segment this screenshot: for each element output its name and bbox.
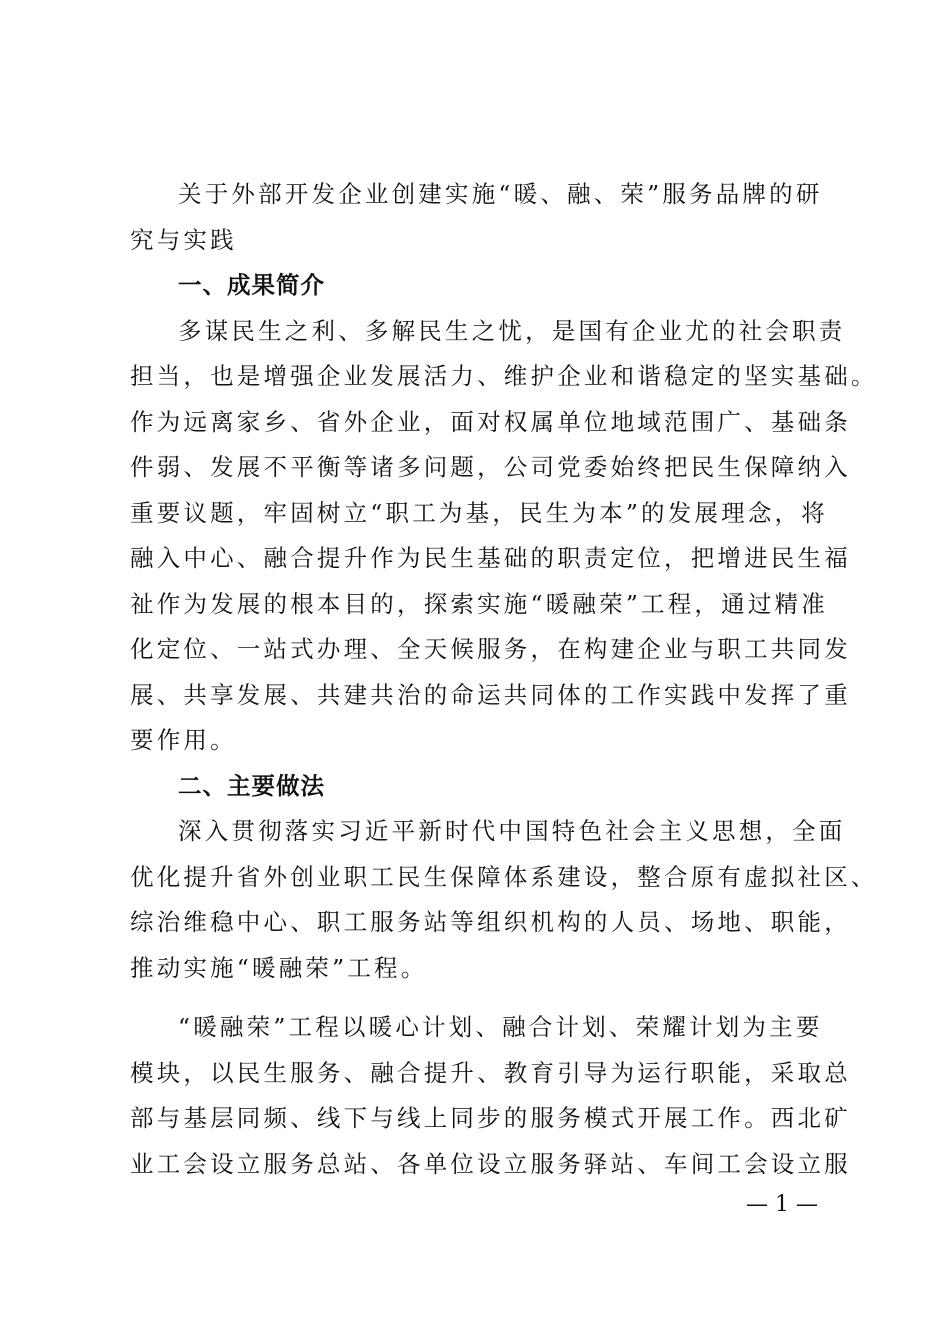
paragraph-line: 展、共享发展、共建共治的命运共同体的工作实践中发挥了重 — [130, 680, 851, 709]
paragraph-line: 件弱、发展不平衡等诸多问题，公司党委始终把民生保障纳入 — [130, 453, 851, 481]
document-body — [130, 172, 878, 1187]
section-heading-methods: 二、主要做法 — [178, 771, 325, 800]
document-title-line-1: 关于外部开发企业创建实施“暖、融、荣”服务品牌的研 — [178, 180, 823, 208]
paragraph-line: 融入中心、融合提升作为民生基础的职责定位，把增进民生福 — [130, 544, 851, 572]
document-title-line-2: 究与实践 — [130, 225, 237, 254]
paragraph-line: 业工会设立服务总站、各单位设立服务驿站、车间工会设立服 — [130, 1149, 851, 1178]
paragraph-line: 担当，也是增强企业发展活力、维护企业和谐稳定的坚实基础。 — [130, 362, 878, 390]
paragraph-line: 部与基层同频、线下与线上同步的服务模式开展工作。西北矿 — [130, 1104, 851, 1132]
paragraph-line: 综治维稳中心、职工服务站等组织机构的人员、场地、职能， — [130, 908, 851, 936]
paragraph-gap — [130, 991, 820, 1005]
section-heading-results: 一、成果简介 — [178, 271, 325, 299]
paragraph-line: 优化提升省外创业职工民生保障体系建设，整合原有虚拟社区、 — [130, 862, 878, 891]
paragraph-line: 深入贯彻落实习近平新时代中国特色社会主义思想，全面 — [178, 817, 846, 845]
paragraph-line: 化定位、一站式办理、全天候服务，在构建企业与职工共同发 — [130, 635, 851, 663]
paragraph-line: 多谋民生之利、多解民生之忧，是国有企业尤的社会职责 — [178, 316, 846, 345]
paragraph-line: 模块，以民生服务、融合提升、教育引导为运行职能，采取总 — [130, 1058, 851, 1087]
paragraph-line: 要作用。 — [130, 726, 237, 754]
paragraph-line: “暖融荣”工程以暖心计划、融合计划、荣耀计划为主要 — [178, 1013, 823, 1041]
paragraph-line: 作为远离家乡、省外企业，面对权属单位地域范围广、基础条 — [130, 407, 851, 436]
paragraph-line: 祉作为发展的根本目的，探索实施“暖融荣”工程，通过精准 — [130, 589, 828, 618]
paragraph-line: 重要议题，牢固树立“职工为基，民生为本”的发展理念，将 — [130, 498, 828, 527]
paragraph-line: 推动实施“暖融荣”工程。 — [130, 953, 428, 982]
page-number: — 1 — — [746, 1192, 818, 1217]
